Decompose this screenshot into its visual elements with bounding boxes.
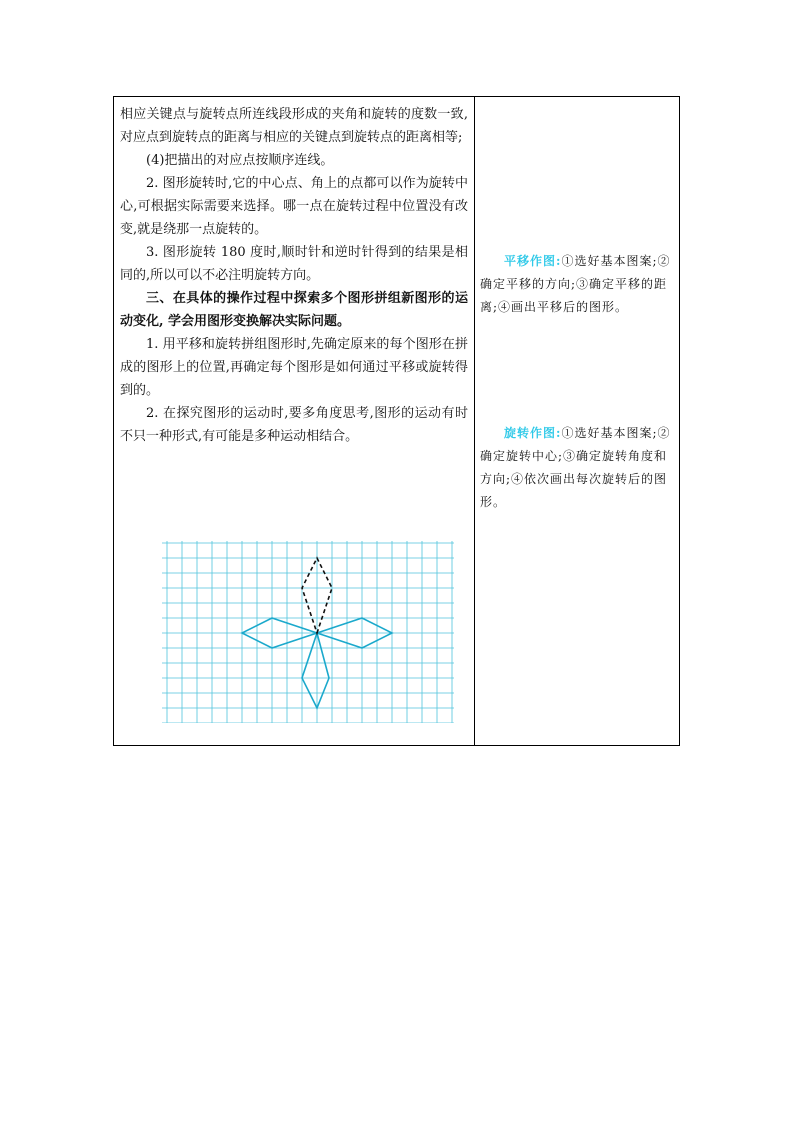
content-table [113, 96, 680, 746]
grid-figure [162, 541, 454, 723]
rotate-note-label: 旋转作图: [504, 426, 562, 440]
rhombus-down [302, 633, 329, 708]
translate-note [480, 250, 674, 319]
column-divider [474, 97, 475, 745]
translate-note-text: ①选好基本图案;②确定平移的方向;③确定平移的距离;④画出平移后的图形。 [480, 254, 671, 314]
paragraph-rotation-180: 3. 图形旋转 180 度时,顺时针和逆时针得到的结果是相同的,所以可以不必注明旋转方向。 [120, 245, 468, 283]
paragraph-rotation-step3: 相应关键点与旋转点所连线段形成的夹角和旋转的度数一致,对应点到旋转点的距离与相应的关键点到旋转点的距离相等; [120, 107, 468, 145]
section-heading-three: 三、在具体的操作过程中探索多个图形拼组新图形的运动变化, 学会用图形变换解决实际问题。 [120, 291, 468, 329]
paragraph-rotation-center: 2. 图形旋转时,它的中心点、角上的点都可以作为旋转中心,可根据实际需要来选择。哪一点在旋转过程中位置没有改变,就是绕那一点旋转的。 [120, 176, 468, 237]
main-text-column [120, 103, 468, 448]
rotate-note [480, 422, 674, 514]
rotate-note-text: ①选好基本图案;②确定旋转中心;③确定旋转角度和方向;④依次画出每次旋转后的图形。 [480, 426, 671, 509]
paragraph-rotation-step4: (4)把描出的对应点按顺序连线。 [146, 153, 334, 168]
paragraph-combine-shapes: 1. 用平移和旋转拼组图形时,先确定原来的每个图形在拼成的图形上的位置,再确定每个图形是如何通过平移或旋转得到的。 [120, 337, 468, 398]
grid-lines [162, 541, 454, 723]
paragraph-explore-motion: 2. 在探究图形的运动时,要多角度思考,图形的运动有时不只一种形式,有可能是多种运动相结合。 [120, 406, 468, 444]
translate-note-label: 平移作图: [504, 254, 562, 268]
